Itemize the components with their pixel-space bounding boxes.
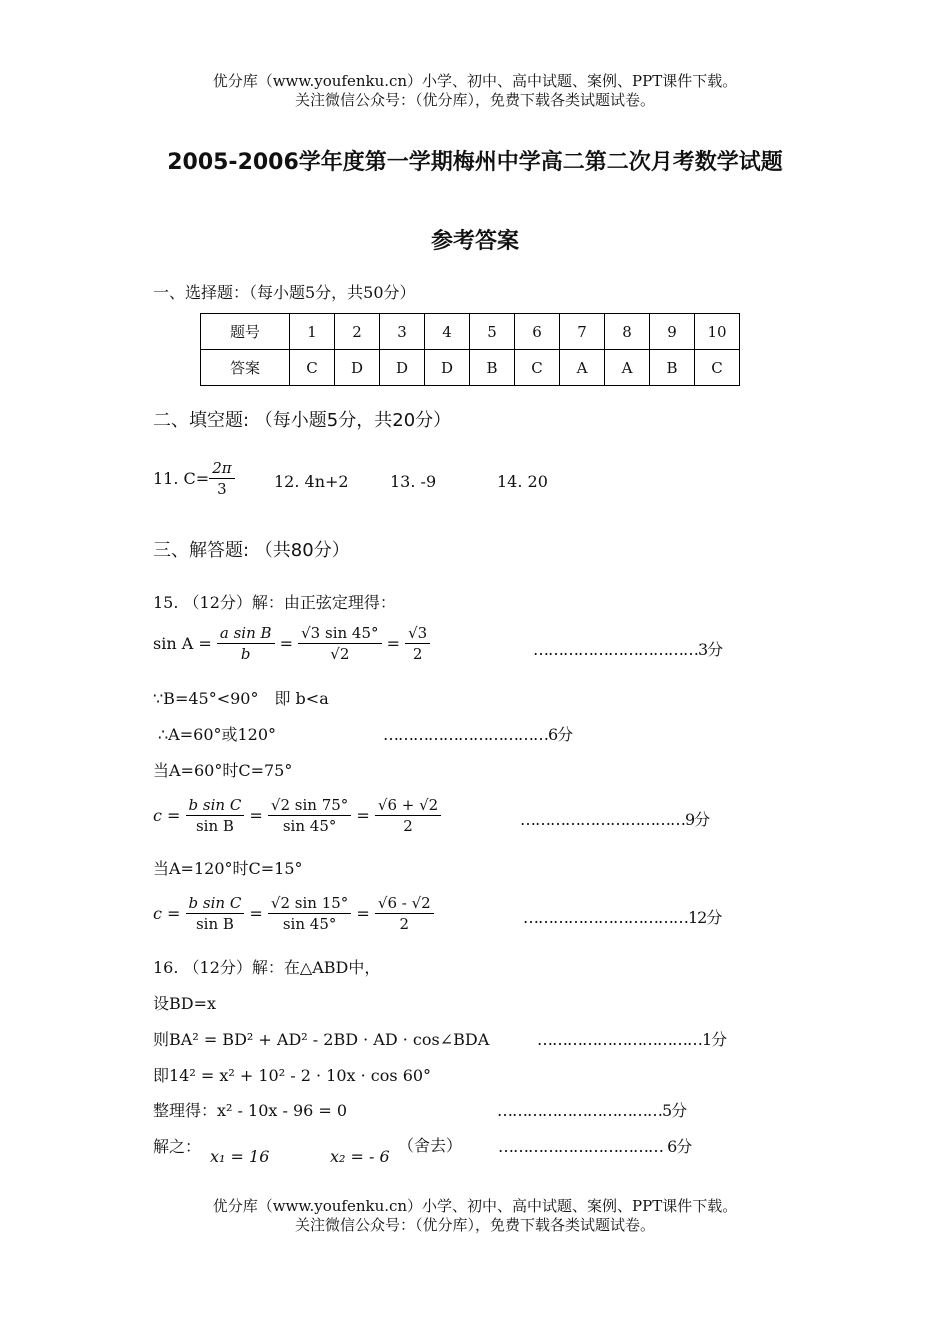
answer-cell: B: [650, 350, 695, 386]
c1-fraction-3: [375, 796, 441, 835]
q15-f1-den: b: [240, 645, 251, 663]
answer-cell: C: [695, 350, 740, 386]
section3-heading: 三、解答题: （共80分）: [153, 540, 350, 561]
answer-cell: C: [290, 350, 335, 386]
page-subtitle: 参考答案: [430, 229, 519, 254]
q16-let: 设BD=x: [153, 994, 217, 1013]
c2-f3-num: √6 - √2: [375, 894, 434, 914]
question-number: 6: [515, 314, 560, 350]
q16-root-2: x₂ = - 6: [330, 1147, 390, 1166]
q15-intro: 15. （12分）解：由正弦定理得：: [153, 593, 396, 612]
table-row: [201, 350, 740, 386]
q11-numerator: 2π: [209, 459, 234, 479]
answer-cell: D: [335, 350, 380, 386]
c2-equation: c = $\frac{\text{b sin C}}{\text{sin B}}$ = $\frac{√2 \sin 15^\circ}{\sin 45^\circ}$ = $\frac{√6 - √2}{2}$: [153, 894, 434, 933]
q15-f3-num: √3: [405, 624, 430, 644]
question-number: 7: [560, 314, 605, 350]
header-line-1: 优分库（www.youfenku.cn）小学、初中、高中试题、案例、PPT课件下载。: [212, 72, 738, 90]
q11-denominator: 3: [217, 480, 227, 498]
c1-f1-den: sin B: [195, 817, 234, 835]
q16-root-1: x₁ = 16: [210, 1147, 270, 1166]
question-number: 9: [650, 314, 695, 350]
q11-prefix: 11. C=: [153, 469, 210, 488]
score-12: ……………………………12分: [523, 908, 722, 927]
fill-answer-12: 12. 4n+2: [274, 472, 349, 491]
c2-f1-num: b sin C: [186, 894, 245, 914]
fill-answer-11: [153, 459, 235, 498]
score-6b: …………………………… 6分: [498, 1137, 692, 1156]
c2-f2-num: √2 sin 15°: [268, 894, 351, 914]
q15-lhs: sin A =: [153, 634, 212, 653]
header-line-2: 关注微信公众号：（优分库），免费下载各类试题试卷。: [294, 91, 655, 109]
row-label-question: 题号: [201, 314, 290, 350]
q15-f2-num: √3 sin 45°: [298, 624, 381, 644]
question-number: 5: [470, 314, 515, 350]
question-number: 10: [695, 314, 740, 350]
q15-case-2: 当A=120°时C=15°: [153, 859, 303, 878]
section1-heading: 一、选择题：（每小题5分，共50分）: [153, 283, 416, 302]
q16-simplify: 整理得：x² - 10x - 96 = 0: [153, 1101, 348, 1120]
q15-since-line: ∵B=45°<90° 即 b<a: [153, 689, 329, 708]
question-number: 3: [380, 314, 425, 350]
answer-cell: A: [560, 350, 605, 386]
q15-fraction-3: [405, 624, 430, 663]
fill-answer-14: 14. 20: [497, 472, 548, 491]
c1-lhs: c =: [153, 806, 181, 825]
q11-fraction: [209, 459, 234, 498]
c1-equation: c = $\frac{\text{b sin C}}{\text{sin B}}$ = $\frac{√2 \sin 75^\circ}{\sin 45^\circ}$ = $\frac{√6 + √2}{2}$: [153, 796, 441, 835]
c2-f2-den: sin 45°: [282, 915, 337, 933]
c1-fraction-1: [186, 796, 245, 835]
c1-f1-num: b sin C: [186, 796, 245, 816]
q15-fraction-2: [298, 624, 381, 663]
question-number: 8: [605, 314, 650, 350]
q15-fraction-1: [217, 624, 275, 663]
c2-f1-den: sin B: [195, 915, 234, 933]
q15-f2-den: √2: [330, 645, 350, 663]
q16-intro: 16. （12分）解：在△ABD中，: [153, 958, 381, 977]
q15-f1-num: a sin B: [217, 624, 275, 644]
question-number: 4: [425, 314, 470, 350]
c1-f2-num: √2 sin 75°: [268, 796, 351, 816]
c2-fraction-2: [268, 894, 351, 933]
q15-equation: sin A = $\frac{\text{a sin B}}{b}$ = $\frac{√3 \sin 45^\circ}{√2}$ = $\frac{√3}{2}$: [153, 624, 430, 663]
c1-f2-den: sin 45°: [282, 817, 337, 835]
answer-cell: D: [380, 350, 425, 386]
c2-fraction-1: [186, 894, 245, 933]
section2-heading: 二、填空题: （每小题5分，共20分）: [153, 410, 452, 431]
score-9: ……………………………9分: [520, 810, 710, 829]
c2-fraction-3: [375, 894, 434, 933]
c1-fraction-2: [268, 796, 351, 835]
q15-f3-den: 2: [412, 645, 423, 663]
answer-cell: D: [425, 350, 470, 386]
row-label-answer: 答案: [201, 350, 290, 386]
question-number: 2: [335, 314, 380, 350]
q15-therefore-line: ∴A=60°或120°: [158, 725, 277, 744]
q16-solve-label: 解之：: [153, 1137, 202, 1156]
answer-table: [200, 313, 740, 386]
c2-lhs: c =: [153, 904, 181, 923]
page-title: 2005-2006学年度第一学期梅州中学高二第二次月考数学试题: [167, 150, 783, 175]
answer-cell: A: [605, 350, 650, 386]
c1-f3-den: 2: [403, 817, 413, 835]
footer-line-1: 优分库（www.youfenku.cn）小学、初中、高中试题、案例、PPT课件下载。: [212, 1197, 738, 1215]
q16-substitution: 即14² = x² + 10² - 2 · 10x · cos 60°: [153, 1066, 432, 1085]
fill-answer-13: 13. -9: [390, 472, 437, 491]
score-6: ……………………………6分: [383, 725, 573, 744]
answer-cell: B: [470, 350, 515, 386]
score-5: ……………………………5分: [497, 1101, 687, 1120]
c2-f3-den: 2: [399, 915, 410, 933]
question-number: 1: [290, 314, 335, 350]
q15-case-1: 当A=60°时C=75°: [153, 761, 293, 780]
q16-law-of-cosines: 则BA² = BD² + AD² - 2BD · AD · cos∠BDA: [153, 1030, 490, 1049]
score-3: ……………………………3分: [533, 640, 723, 659]
answer-cell: C: [515, 350, 560, 386]
footer-line-2: 关注微信公众号：（优分库），免费下载各类试题试卷。: [294, 1216, 655, 1234]
score-1: ……………………………1分: [537, 1030, 727, 1049]
table-row: [201, 314, 740, 350]
c1-f3-num: √6 + √2: [375, 796, 441, 816]
q16-discard: （舍去）: [398, 1136, 463, 1155]
